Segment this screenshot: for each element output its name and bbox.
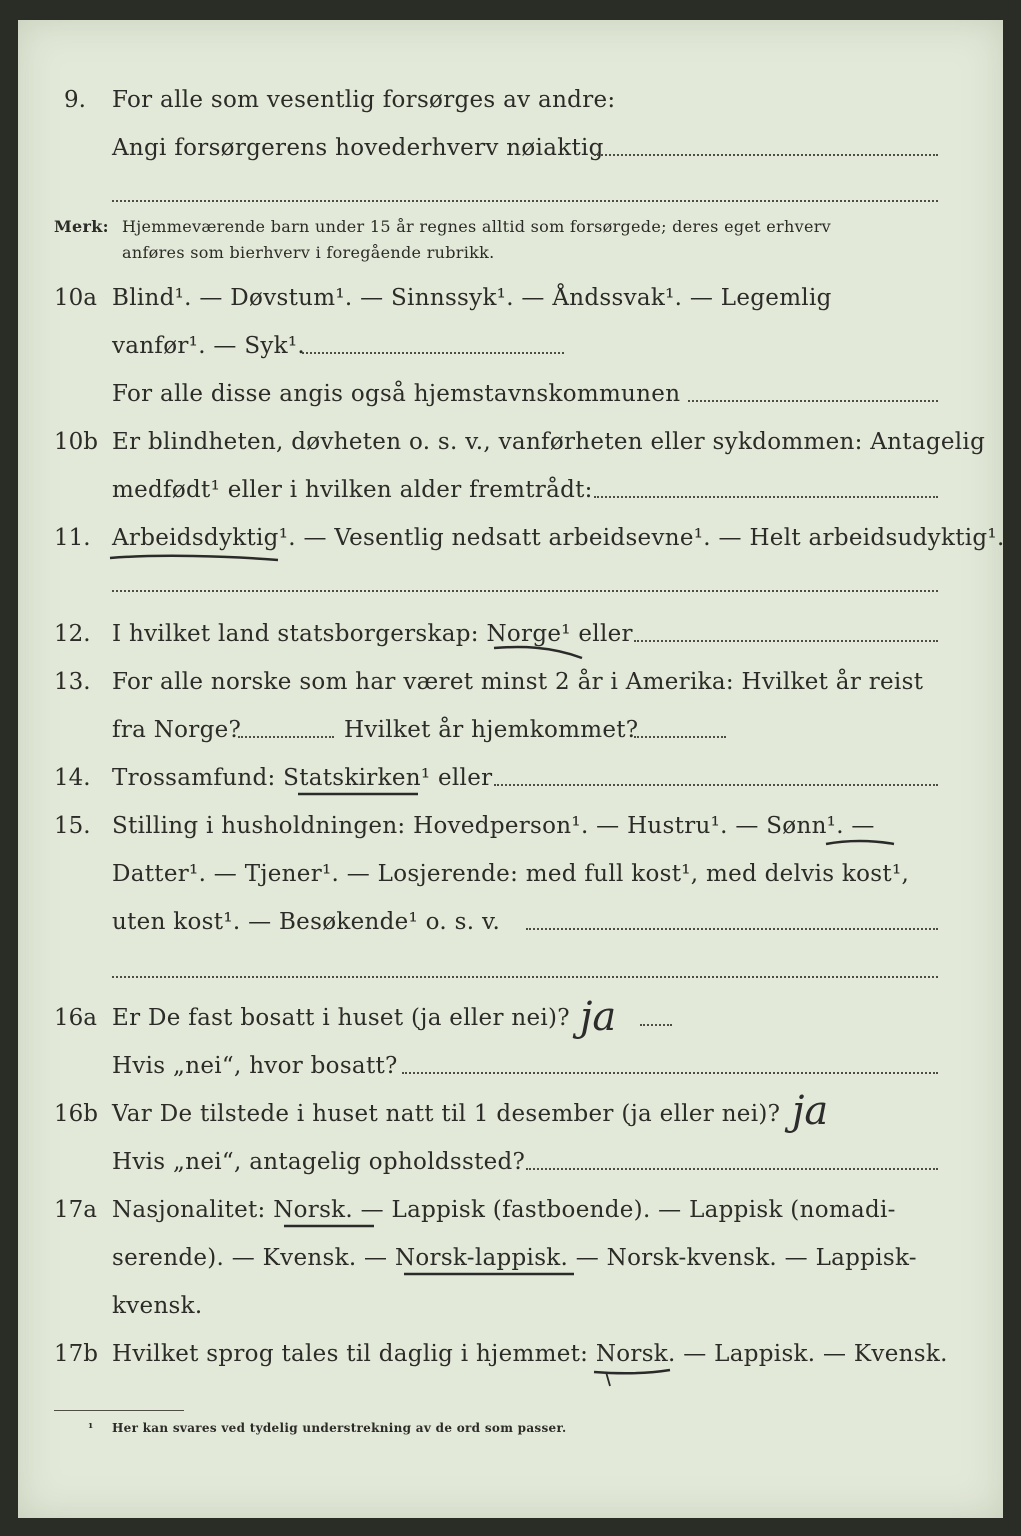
q9-number: 9. xyxy=(64,87,86,113)
q17b-number: 17b xyxy=(54,1341,98,1367)
q9-line1: For alle som vesentlig forsørges av andre: xyxy=(112,87,616,113)
q14-answer-line[interactable] xyxy=(494,784,938,786)
merk-line2: anføres som bierhverv i foregående rubrikk. xyxy=(122,243,495,262)
q9-answer-line[interactable] xyxy=(594,154,938,156)
q16a-bosatt-line[interactable] xyxy=(402,1072,938,1074)
q11-line1: Arbeidsdyktig¹. — Vesentlig nedsatt arbeidsevne¹. — Helt arbeidsudyktig¹. xyxy=(112,525,1005,551)
q12-underline-mark xyxy=(490,640,590,664)
q13-line1: For alle norske som har været minst 2 år i Amerika: Hvilket år reist xyxy=(112,669,924,695)
q16a-line2: Hvis „nei“, hvor bosatt? xyxy=(112,1053,398,1079)
q10a-answer-line[interactable] xyxy=(302,352,564,354)
q10b-number: 10b xyxy=(54,429,98,455)
q16a-handwritten-answer: ja xyxy=(580,994,617,1040)
q16b-handwritten-answer: ja xyxy=(792,1088,829,1134)
q17a-underline-mark-2 xyxy=(402,1268,582,1282)
q17a-underline-mark-1 xyxy=(282,1220,382,1234)
q10a-line2: vanfør¹. — Syk¹. xyxy=(112,333,306,359)
q15-number: 15. xyxy=(54,813,91,839)
q15-line3: uten kost¹. — Besøkende¹ o. s. v. xyxy=(112,909,501,935)
q17a-line3: kvensk. xyxy=(112,1293,203,1319)
q16a-line1: Er De fast bosatt i huset (ja eller nei)? xyxy=(112,1005,570,1031)
footnote-text: Her kan svares ved tydelig understrekning av de ord som passer. xyxy=(112,1421,567,1435)
merk-label: Merk: xyxy=(54,217,109,236)
q17b-line1: Hvilket sprog tales til daglig i hjemmet: Norsk. — Lappisk. — Kvensk. xyxy=(112,1341,948,1367)
q10a-line3: For alle disse angis også hjemstavnskommunen xyxy=(112,381,681,407)
q14-line1: Trossamfund: Statskirken¹ eller xyxy=(112,765,493,791)
merk-line1: Hjemmeværende barn under 15 år regnes alltid som forsørgede; deres eget erhverv xyxy=(122,217,831,236)
q16a-answer-line[interactable] xyxy=(640,1024,672,1026)
q15-extra-line[interactable] xyxy=(112,976,938,978)
footnote-rule xyxy=(54,1410,184,1411)
q12-answer-line[interactable] xyxy=(634,640,938,642)
footnote-mark: ¹ xyxy=(88,1421,94,1435)
q11-number: 11. xyxy=(54,525,91,551)
q14-number: 14. xyxy=(54,765,91,791)
q16b-number: 16b xyxy=(54,1101,98,1127)
q9-line2: Angi forsørgerens hovederhverv nøiaktig xyxy=(112,135,604,161)
q11-extra-line[interactable] xyxy=(112,590,938,592)
q16b-line2: Hvis „nei“, antagelig opholdssted? xyxy=(112,1149,526,1175)
q15-underline-mark xyxy=(822,834,902,852)
q12-number: 12. xyxy=(54,621,91,647)
q16b-line1: Var De tilstede i huset natt til 1 desember (ja eller nei)? xyxy=(112,1101,781,1127)
q17a-line2: serende). — Kvensk. — Norsk-lappisk. — Norsk-kvensk. — Lappisk- xyxy=(112,1245,917,1271)
q10a-number: 10a xyxy=(54,285,97,311)
q16b-opphold-line[interactable] xyxy=(526,1168,938,1170)
q10b-line2: medfødt¹ eller i hvilken alder fremtrådt: xyxy=(112,477,593,503)
q10b-line1: Er blindheten, døvheten o. s. v., vanførheten eller sykdommen: Antagelig xyxy=(112,429,986,455)
q13-year-returned-line[interactable] xyxy=(634,736,726,738)
q10a-line1: Blind¹. — Døvstum¹. — Sinnssyk¹. — Åndssvak¹. — Legemlig xyxy=(112,285,832,311)
q10b-answer-line[interactable] xyxy=(594,496,938,498)
q13-number: 13. xyxy=(54,669,91,695)
q13-line2b: Hvilket år hjemkommet? xyxy=(344,717,639,743)
q13-year-left-line[interactable] xyxy=(238,736,334,738)
q12-line1: I hvilket land statsborgerskap: Norge¹ eller xyxy=(112,621,633,647)
q14-underline-mark xyxy=(296,788,426,802)
q15-line2: Datter¹. — Tjener¹. — Losjerende: med full kost¹, med delvis kost¹, xyxy=(112,861,910,887)
q13-line2a: fra Norge? xyxy=(112,717,242,743)
q17a-line1: Nasjonalitet: Norsk. — Lappisk (fastboende). — Lappisk (nomadi- xyxy=(112,1197,896,1223)
q9-extra-line[interactable] xyxy=(112,200,938,202)
q11-underline-mark xyxy=(108,548,288,568)
q10a-kommune-line[interactable] xyxy=(688,400,938,402)
q15-line1: Stilling i husholdningen: Hovedperson¹. — Hustru¹. — Sønn¹. — xyxy=(112,813,875,839)
q17b-underline-mark xyxy=(590,1364,680,1390)
q16a-number: 16a xyxy=(54,1005,97,1031)
q15-answer-line[interactable] xyxy=(526,928,938,930)
q17a-number: 17a xyxy=(54,1197,97,1223)
